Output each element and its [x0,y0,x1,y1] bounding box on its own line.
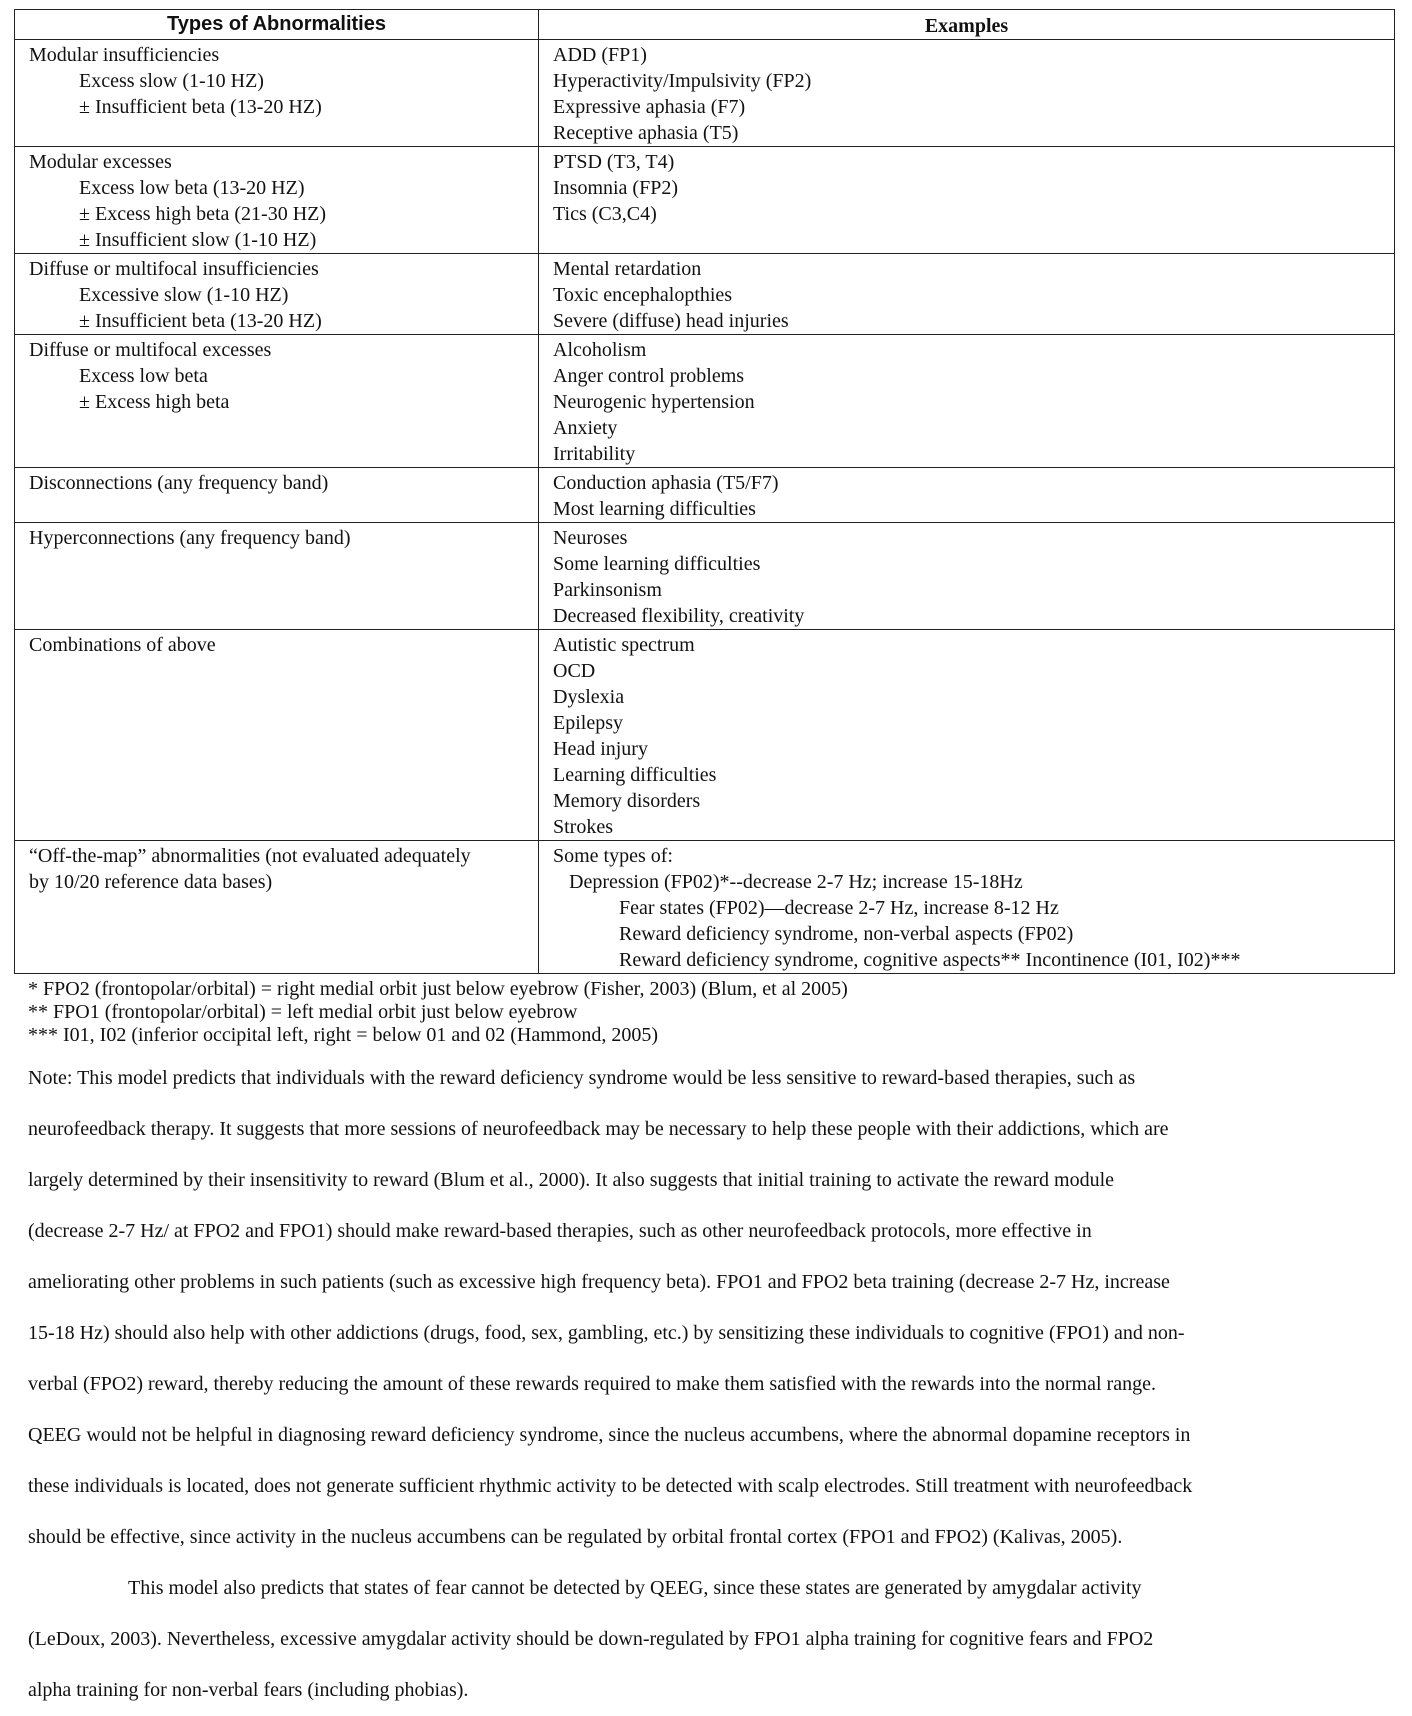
example-line: Reward deficiency syndrome, non-verbal aspects (FP02) [619,923,1074,945]
example-line: Mental retardation [553,258,702,280]
text-line: alpha training for non-verbal fears (including phobias). [28,1679,469,1701]
type-line: Excess slow (1-10 HZ) [79,70,264,92]
example-line: Receptive aphasia (T5) [553,122,739,144]
table-row [15,254,1395,335]
footnote: * FPO2 (frontopolar/orbital) = right medial orbit just below eyebrow (Fisher, 2003) (Blum, et al 2005) [28,978,848,1000]
footnotes [28,978,1388,1047]
type-line: Disconnections (any frequency band) [29,472,329,494]
example-line: Parkinsonism [553,579,662,601]
examples-cell [539,335,1395,468]
type-cell [15,468,539,523]
table-row [15,630,1395,841]
text-line: (LeDoux, 2003). Nevertheless, excessive amygdalar activity should be down-regulated by FPO1 alpha training for cognitive fears and FPO2 [28,1628,1154,1650]
type-line: ± Excess high beta [79,391,230,413]
example-line: Insomnia (FP2) [553,177,678,199]
examples-cell [539,147,1395,254]
examples-cell [539,468,1395,523]
examples-cell [539,40,1395,147]
type-line: ± Insufficient slow (1-10 HZ) [79,229,317,251]
example-line: ADD (FP1) [553,44,647,66]
footnote: ** FPO1 (frontopolar/orbital) = left medial orbit just below eyebrow [28,1001,578,1023]
type-cell [15,40,539,147]
example-line: OCD [553,660,596,682]
example-line: Expressive aphasia (F7) [553,96,746,118]
example-line: Neurogenic hypertension [553,391,755,413]
text-line: This model also predicts that states of fear cannot be detected by QEEG, since these states are generated by amygdalar activity [128,1577,1142,1599]
type-line: Excess low beta [79,365,208,387]
example-line: Memory disorders [553,790,701,812]
table-header-row [15,10,1395,40]
type-line: ± Insufficient beta (13-20 HZ) [79,96,322,118]
second-paragraph [28,1563,1398,1716]
examples-cell [539,630,1395,841]
type-cell [15,523,539,630]
footnote: *** I01, I02 (inferior occipital left, right = below 01 and 02 (Hammond, 2005) [28,1024,659,1046]
text-line: 15-18 Hz) should also help with other addictions (drugs, food, sex, gambling, etc.) by sensitizing these individuals to cognitive (FPO1) and non- [28,1322,1185,1344]
type-line: Diffuse or multifocal excesses [29,339,272,361]
text-line: ameliorating other problems in such patients (such as excessive high frequency beta). FPO1 and FPO2 beta training (decrease 2-7 Hz, increase [28,1271,1170,1293]
type-line: “Off-the-map” abnormalities (not evaluated adequately [29,845,471,867]
example-line: Fear states (FP02)—decrease 2-7 Hz, increase 8-12 Hz [619,897,1059,919]
example-line: Severe (diffuse) head injuries [553,310,789,332]
example-line: PTSD (T3, T4) [553,151,675,173]
type-cell [15,147,539,254]
abnormalities-table [14,9,1395,974]
type-cell [15,841,539,974]
type-line: ± Insufficient beta (13-20 HZ) [79,310,322,332]
type-line: Hyperconnections (any frequency band) [29,527,351,549]
type-line: Diffuse or multifocal insufficiencies [29,258,319,280]
type-line: Combinations of above [29,634,216,656]
examples-cell [539,523,1395,630]
example-line: Learning difficulties [553,764,717,786]
text-line: QEEG would not be helpful in diagnosing reward deficiency syndrome, since the nucleus accumbens, where the abnormal dopamine receptors in [28,1424,1191,1446]
example-line: Irritability [553,443,636,465]
text-line: largely determined by their insensitivity to reward (Blum et al., 2000). It also suggests that initial training to activate the reward module [28,1169,1115,1191]
text-line: (decrease 2-7 Hz/ at FPO2 and FPO1) should make reward-based therapies, such as other neurofeedback protocols, more effective in [28,1220,1092,1242]
header-examples: Examples [539,10,1395,40]
example-line: Conduction aphasia (T5/F7) [553,472,779,494]
example-line: Head injury [553,738,648,760]
example-line: Reward deficiency syndrome, cognitive aspects** Incontinence (I01, I02)*** [619,949,1241,971]
example-line: Toxic encephalopthies [553,284,733,306]
table-row [15,523,1395,630]
example-line: Anxiety [553,417,618,439]
example-line: Anger control problems [553,365,745,387]
example-line: Neuroses [553,527,628,549]
type-cell [15,254,539,335]
example-line: Autistic spectrum [553,634,695,656]
example-line: Some types of: [553,845,673,867]
table-row [15,335,1395,468]
text-line: neurofeedback therapy. It suggests that more sessions of neurofeedback may be necessary to help these people with their addictions, which are [28,1118,1169,1140]
table-row [15,468,1395,523]
type-line: by 10/20 reference data bases) [29,871,273,893]
table-row [15,841,1395,974]
text-line: should be effective, since activity in the nucleus accumbens can be regulated by orbital frontal cortex (FPO1 and FPO2) (Kalivas, 2005). [28,1526,1123,1548]
table-row [15,40,1395,147]
example-line: Strokes [553,816,613,838]
examples-cell [539,254,1395,335]
type-line: Excessive slow (1-10 HZ) [79,284,289,306]
type-line: Modular excesses [29,151,172,173]
example-line: Tics (C3,C4) [553,203,657,225]
example-line: Epilepsy [553,712,623,734]
body-text [28,1053,1398,1716]
header-types: Types of Abnormalities [15,10,539,40]
example-line: Alcoholism [553,339,647,361]
type-cell [15,630,539,841]
example-line: Depression (FP02)*--decrease 2-7 Hz; increase 15-18Hz [569,871,1023,893]
table-row [15,147,1395,254]
type-line: ± Excess high beta (21-30 HZ) [79,203,327,225]
example-line: Some learning difficulties [553,553,761,575]
text-line: verbal (FPO2) reward, thereby reducing the amount of these rewards required to make them satisfied with the rewards into the normal range. [28,1373,1156,1395]
type-cell [15,335,539,468]
text-line: Note: This model predicts that individuals with the reward deficiency syndrome would be less sensitive to reward-based therapies, such as [28,1067,1136,1089]
example-line: Dyslexia [553,686,625,708]
example-line: Hyperactivity/Impulsivity (FP2) [553,70,812,92]
examples-cell [539,841,1395,974]
example-line: Decreased flexibility, creativity [553,605,805,627]
example-line: Most learning difficulties [553,498,756,520]
text-line: these individuals is located, does not generate sufficient rhythmic activity to be detected with scalp electrodes. Still treatment with neurofeedback [28,1475,1193,1497]
note-paragraph [28,1053,1398,1563]
type-line: Modular insufficiencies [29,44,220,66]
type-line: Excess low beta (13-20 HZ) [79,177,305,199]
